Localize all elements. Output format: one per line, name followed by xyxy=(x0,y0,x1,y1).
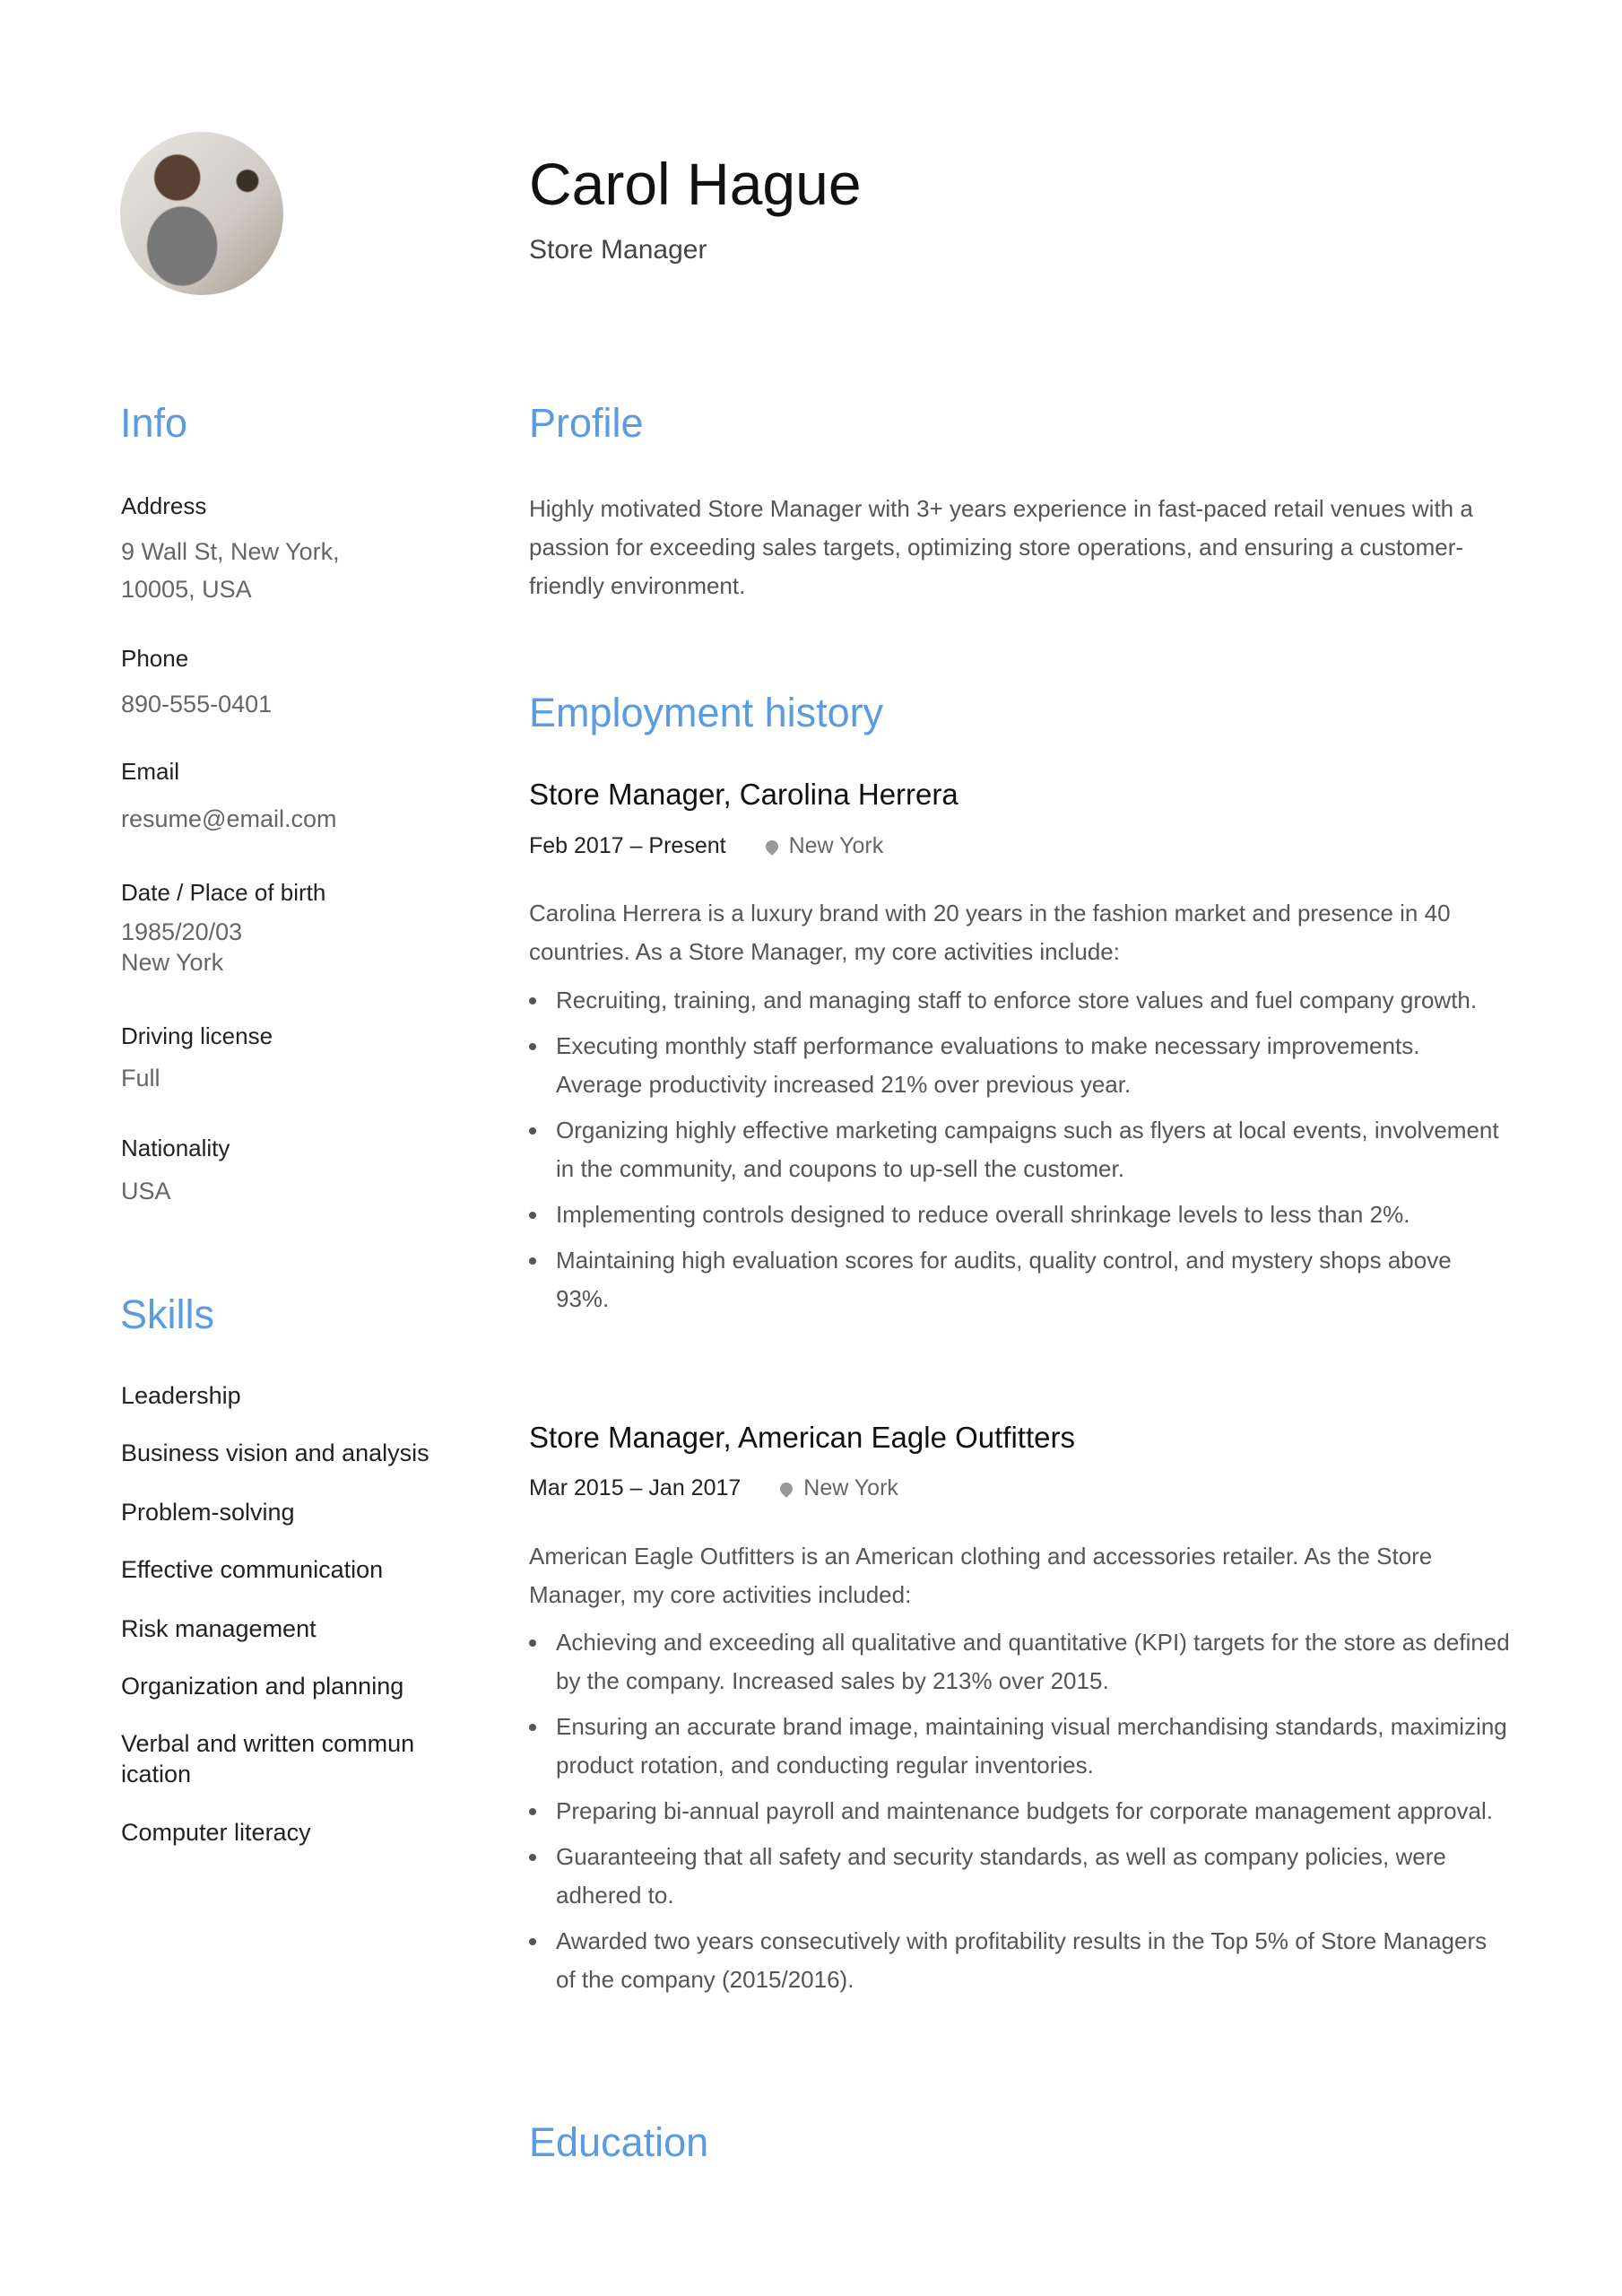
candidate-title: Store Manager xyxy=(529,235,707,265)
email-value: resume@email.com xyxy=(121,805,337,832)
dob-label: Date / Place of birth xyxy=(121,879,326,906)
location-pin-icon xyxy=(763,838,781,856)
job-meta xyxy=(529,833,883,859)
bullet-item: Maintaining high evaluation scores for audits, quality control, and mystery shops above 93%. xyxy=(529,1241,1511,1318)
skill-item: Organization and planning xyxy=(121,1673,404,1700)
license-label: Driving license xyxy=(121,1022,273,1049)
phone-value: 890-555-0401 xyxy=(121,691,273,718)
skills-heading: Skills xyxy=(120,1292,215,1337)
skill-item: Effective communication xyxy=(121,1556,384,1583)
education-heading: Education xyxy=(529,2119,709,2165)
dob-line: 1985/20/03 xyxy=(121,918,243,945)
bullet-item: Guaranteeing that all safety and security standards, as well as company policies, were adhered to. xyxy=(529,1838,1511,1915)
profile-photo xyxy=(120,132,283,295)
skill-item: Risk management xyxy=(121,1615,317,1642)
info-heading: Info xyxy=(120,400,188,446)
address-value xyxy=(121,533,340,608)
email-label: Email xyxy=(121,758,180,785)
nationality-value: USA xyxy=(121,1178,171,1205)
skill-item: Problem-solving xyxy=(121,1499,295,1526)
job-bullets xyxy=(529,981,1511,1326)
phone-label: Phone xyxy=(121,645,189,672)
job-meta xyxy=(529,1475,898,1501)
skill-item: Business vision and analysis xyxy=(121,1439,429,1466)
job-bullets xyxy=(529,1623,1511,2006)
dob-value xyxy=(121,917,242,978)
skill-item: Leadership xyxy=(121,1382,241,1409)
location-pin-icon xyxy=(777,1480,795,1498)
nationality-label: Nationality xyxy=(121,1135,230,1161)
bullet-item: Executing monthly staff performance evaluations to make necessary improvements. Average productivity increased 21% over previous year. xyxy=(529,1027,1511,1104)
job-title: Store Manager, American Eagle Outfitters xyxy=(529,1421,1075,1454)
bullet-item: Preparing bi-annual payroll and maintenance budgets for corporate management approval. xyxy=(529,1792,1511,1831)
job-dates: Feb 2017 – Present xyxy=(529,833,726,858)
address-label: Address xyxy=(121,492,207,519)
employment-heading: Employment history xyxy=(529,690,884,735)
job-title: Store Manager, Carolina Herrera xyxy=(529,778,958,811)
skill-item: Computer literacy xyxy=(121,1819,311,1846)
candidate-name: Carol Hague xyxy=(529,151,862,217)
address-line: 10005, USA xyxy=(121,576,252,603)
license-value: Full xyxy=(121,1065,160,1091)
bullet-item: Organizing highly effective marketing campaigns such as flyers at local events, involvement in the community, and coupons to up-sell the customer. xyxy=(529,1111,1511,1188)
bullet-item: Achieving and exceeding all qualitative and quantitative (KPI) targets for the store as defined by the company. Increased sales by 213% over 2015. xyxy=(529,1623,1511,1700)
profile-heading: Profile xyxy=(529,400,644,446)
job-location-text: New York xyxy=(788,833,884,858)
bullet-item: Implementing controls designed to reduce overall shrinkage levels to less than 2%. xyxy=(529,1196,1511,1234)
job-location xyxy=(766,833,884,859)
job-description: American Eagle Outfitters is an American clothing and accessories retailer. As the Store Manager, my core activities included: xyxy=(529,1543,1433,1608)
job-location xyxy=(780,1475,898,1501)
dob-line: New York xyxy=(121,949,224,976)
bullet-item: Recruiting, training, and managing staff to enforce store values and fuel company growth. xyxy=(529,981,1511,1020)
bullet-item: Awarded two years consecutively with profitability results in the Top 5% of Store Managers of the company (2015/2016). xyxy=(529,1922,1511,1999)
job-description: Carolina Herrera is a luxury brand with 20 years in the fashion market and presence in 40 countries. As a Store Manager, my core activities include: xyxy=(529,900,1451,965)
address-line: 9 Wall St, New York, xyxy=(121,538,340,565)
bullet-item: Ensuring an accurate brand image, maintaining visual merchandising standards, maximizing product rotation, and conducting regular inventories. xyxy=(529,1708,1511,1785)
skill-item: Verbal and written commun ication xyxy=(121,1730,415,1787)
profile-text: Highly motivated Store Manager with 3+ years experience in fast-paced retail venues with a passion for exceeding sales targets, optimizing store operations, and ensuring a customer-friendly environment. xyxy=(529,495,1473,599)
job-location-text: New York xyxy=(803,1475,898,1500)
job-dates: Mar 2015 – Jan 2017 xyxy=(529,1475,742,1500)
